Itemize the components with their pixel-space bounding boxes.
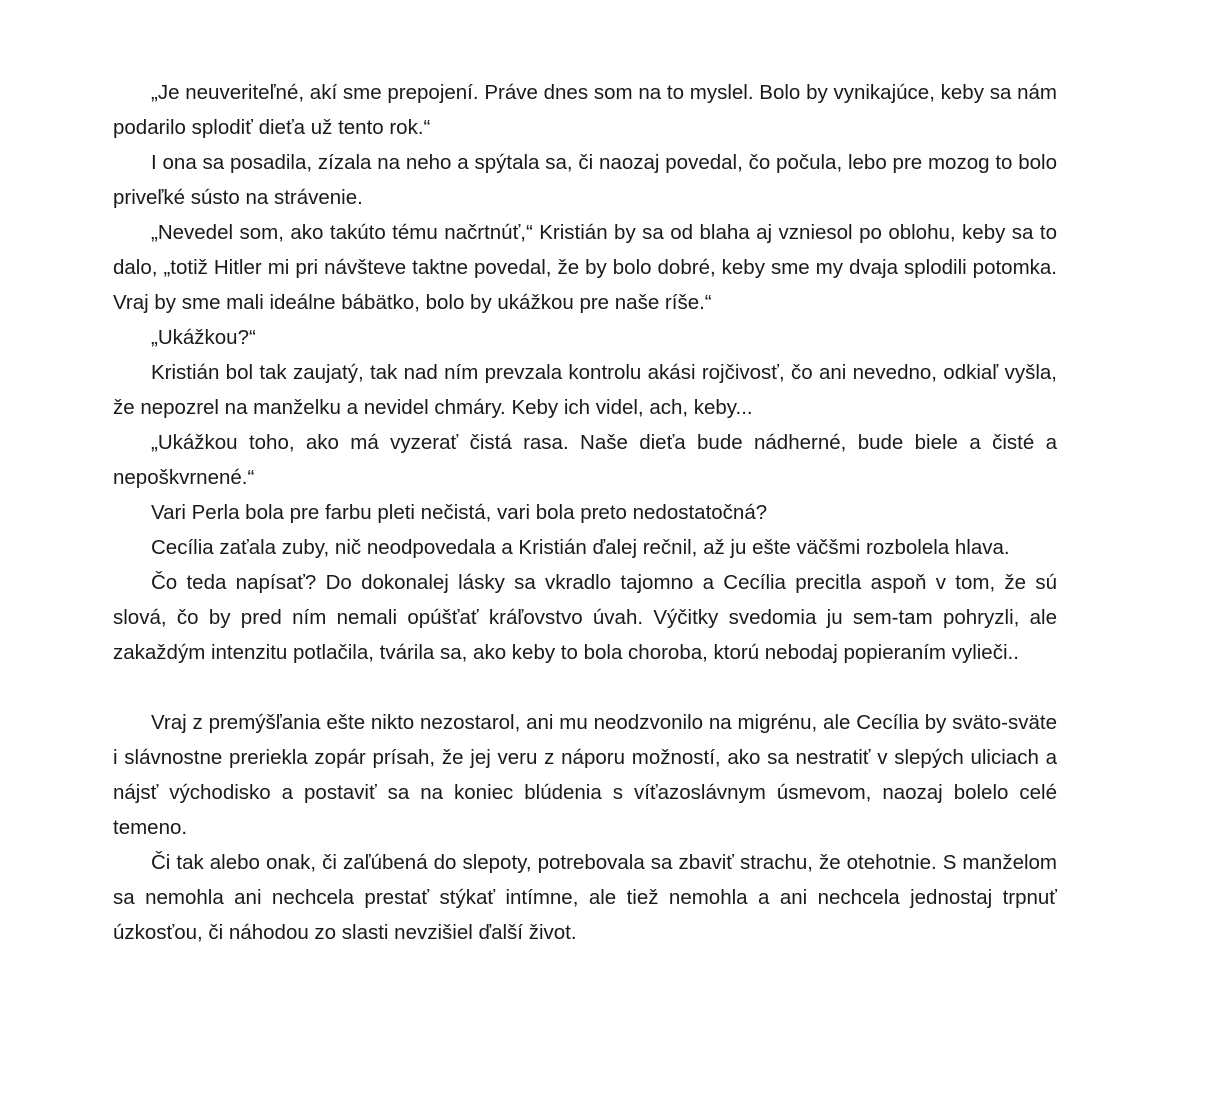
paragraph: „Ukážkou?“ — [151, 326, 256, 349]
paragraph: Či tak alebo onak, či zaľúbená do slepoty, potrebovala sa zbaviť strachu, že otehotnie. S manželom sa nemohla ani nechcela prestať stýkať intímne, ale tiež nemohla a ani nechcela jednostaj trpnuť úzkosťou, či náhodou zo slasti nevzišiel ďalší život. — [113, 851, 1057, 944]
paragraph: I ona sa posadila, zízala na neho a spýtala sa, či naozaj povedal, čo počula, lebo pre mozog to bolo priveľké sústo na strávenie. — [113, 151, 1057, 209]
paragraph: Cecília zaťala zuby, nič neodpovedala a Kristián ďalej rečnil, až ju ešte väčšmi rozbolela hlava. — [151, 536, 1010, 559]
paragraph: Vraj z premýšľania ešte nikto nezostarol, ani mu neodzvonilo na migrénu, ale Cecília by sväto-sväte i slávnostne preriekla zopár prísah, že jej veru z náporu možností, ako sa nestratiť v slepých uliciach a nájsť východisko a postaviť sa na koniec blúdenia s víťazoslávnym úsmevom, naozaj bolelo celé temeno. — [113, 711, 1057, 839]
paragraph: „Je neuveriteľné, akí sme prepojení. Práve dnes som na to myslel. Bolo by vynikajúce, keby sa nám podarilo splodiť dieťa už tento rok.“ — [113, 81, 1057, 139]
paragraph: Čo teda napísať? Do dokonalej lásky sa vkradlo tajomno a Cecília precitla aspoň v tom, že sú slová, čo by pred ním nemali opúšťať kráľovstvo úvah. Výčitky svedomia ju sem-tam pohryzli, ale zakaždým intenzitu potlačila, tvárila sa, ako keby to bola choroba, ktorú nebodaj popieraním vylieči.. — [113, 571, 1057, 664]
paragraph: „Nevedel som, ako takúto tému načrtnúť,“ Kristián by sa od blaha aj vzniesol po oblohu, keby sa to dalo, „totiž Hitler mi pri návšteve taktne povedal, že by bolo dobré, keby sme my dvaja splodili potomka. Vraj by sme mali ideálne bábätko, bolo by ukážkou pre naše ríše.“ — [113, 221, 1057, 314]
paragraph: Kristián bol tak zaujatý, tak nad ním prevzala kontrolu akási rojčivosť, čo ani nevedno, odkiaľ vyšla, že nepozrel na manželku a nevidel chmáry. Keby ich videl, ach, keby... — [113, 361, 1057, 419]
paragraph: Vari Perla bola pre farbu pleti nečistá, vari bola preto nedostatočná? — [151, 501, 768, 524]
section-break — [113, 670, 1057, 705]
document-page — [113, 75, 1057, 950]
paragraph: „Ukážkou toho, ako má vyzerať čistá rasa. Naše dieťa bude nádherné, bude biele a čisté a nepoškvrnené.“ — [113, 431, 1057, 489]
